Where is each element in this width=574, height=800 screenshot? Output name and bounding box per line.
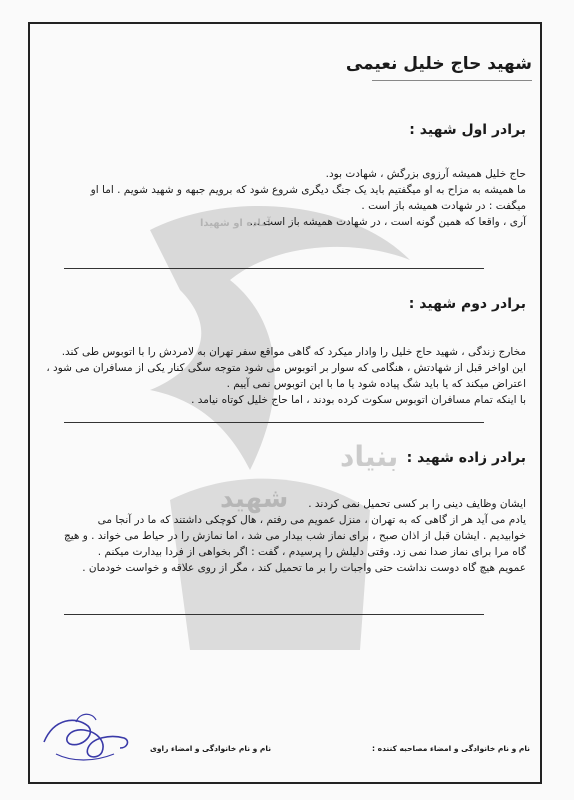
paragraph-line: این اواخر قبل از شهادتش ، هنگامی که سوار بر اتوبوس می شود متوجه سگی کنار یکی از مسافران می شود ، [46,362,526,374]
paragraph-line: گاه مرا برای نماز صدا نمی زد. وقتی دلیلش را پرسیدم ، گفت : اگر بخواهی از فردا بیدارت میکنم . [97,546,526,558]
watermark-line: آماده او شهیدا [200,218,271,229]
page-title: شهید حاج خلیل نعیمی [345,54,532,74]
title-underline [372,80,532,81]
paragraph-line: حاج خلیل همیشه آرزوی بزرگش ، شهادت بود. [325,168,526,180]
paragraph-line: یادم می آید هر از گاهی که به تهران ، منزل عمویم می رفتم ، هال کوچکی داشتند که ما در آنجا می [97,514,526,526]
watermark-word-1: بنیاد [340,440,399,473]
narrator-signature-label: نام و نام خانوادگی و امضاء راوی [150,744,272,753]
section-text-nephew [56,496,526,576]
paragraph-line: عمویم هیچ گاه دوست نداشت حتی واجبات را بر ما تحمیل کند ، مگر از روی علاقه و خواست خودمان . [82,562,526,574]
section-heading-nephew: برادر زاده شهید : [406,450,526,466]
section-text-first-brother [56,166,526,230]
paragraph-line: مخارج زندگی ، شهید حاج خلیل را وادار میکرد که گاهی مواقع سفر تهران به لامردش را با اتوبوس طی کند. [61,346,526,358]
paragraph-line: آری ، واقعا که همین گونه است ، در شهادت همیشه باز است ... [249,216,526,228]
paragraph-line: اعتراض میکند که یا باید شگ پیاده شود یا ما با این اتوبوس نمی آییم . [226,378,526,390]
section-divider [64,268,484,269]
paragraph-line: ما همیشه به مزاح به او میگفتیم باید یک جنگ دیگری شروع شود که برویم جبهه و شهید شویم . اما او [90,184,526,196]
paragraph-line: خوابیدیم . ایشان قبل از اذان صبح ، برای نماز شب بیدار می شد ، اما نمازش را در حیاط می خواند . و هیچ [63,530,526,542]
watermark-word-2: شهید [220,484,289,514]
section-divider [64,422,484,423]
section-divider [64,614,484,615]
section-heading-first-brother: برادر اول شهید : [409,122,526,138]
paragraph-line: میگفت : در شهادت همیشه باز است . [361,200,526,212]
paragraph-line: با اینکه تمام مسافران اتوبوس سکوت کرده بودند ، اما حاج خلیل کوتاه نیامد . [191,394,526,406]
section-heading-second-brother: برادر دوم شهید : [408,296,526,312]
handwritten-signature-icon [36,708,136,766]
paragraph-line: ایشان وظایف دینی را بر کسی تحمیل نمی کردند . [308,498,526,510]
interviewer-signature-label: نام و نام خانوادگی و امضاء مصاحبه کننده : [372,744,530,753]
section-text-second-brother [46,344,526,408]
